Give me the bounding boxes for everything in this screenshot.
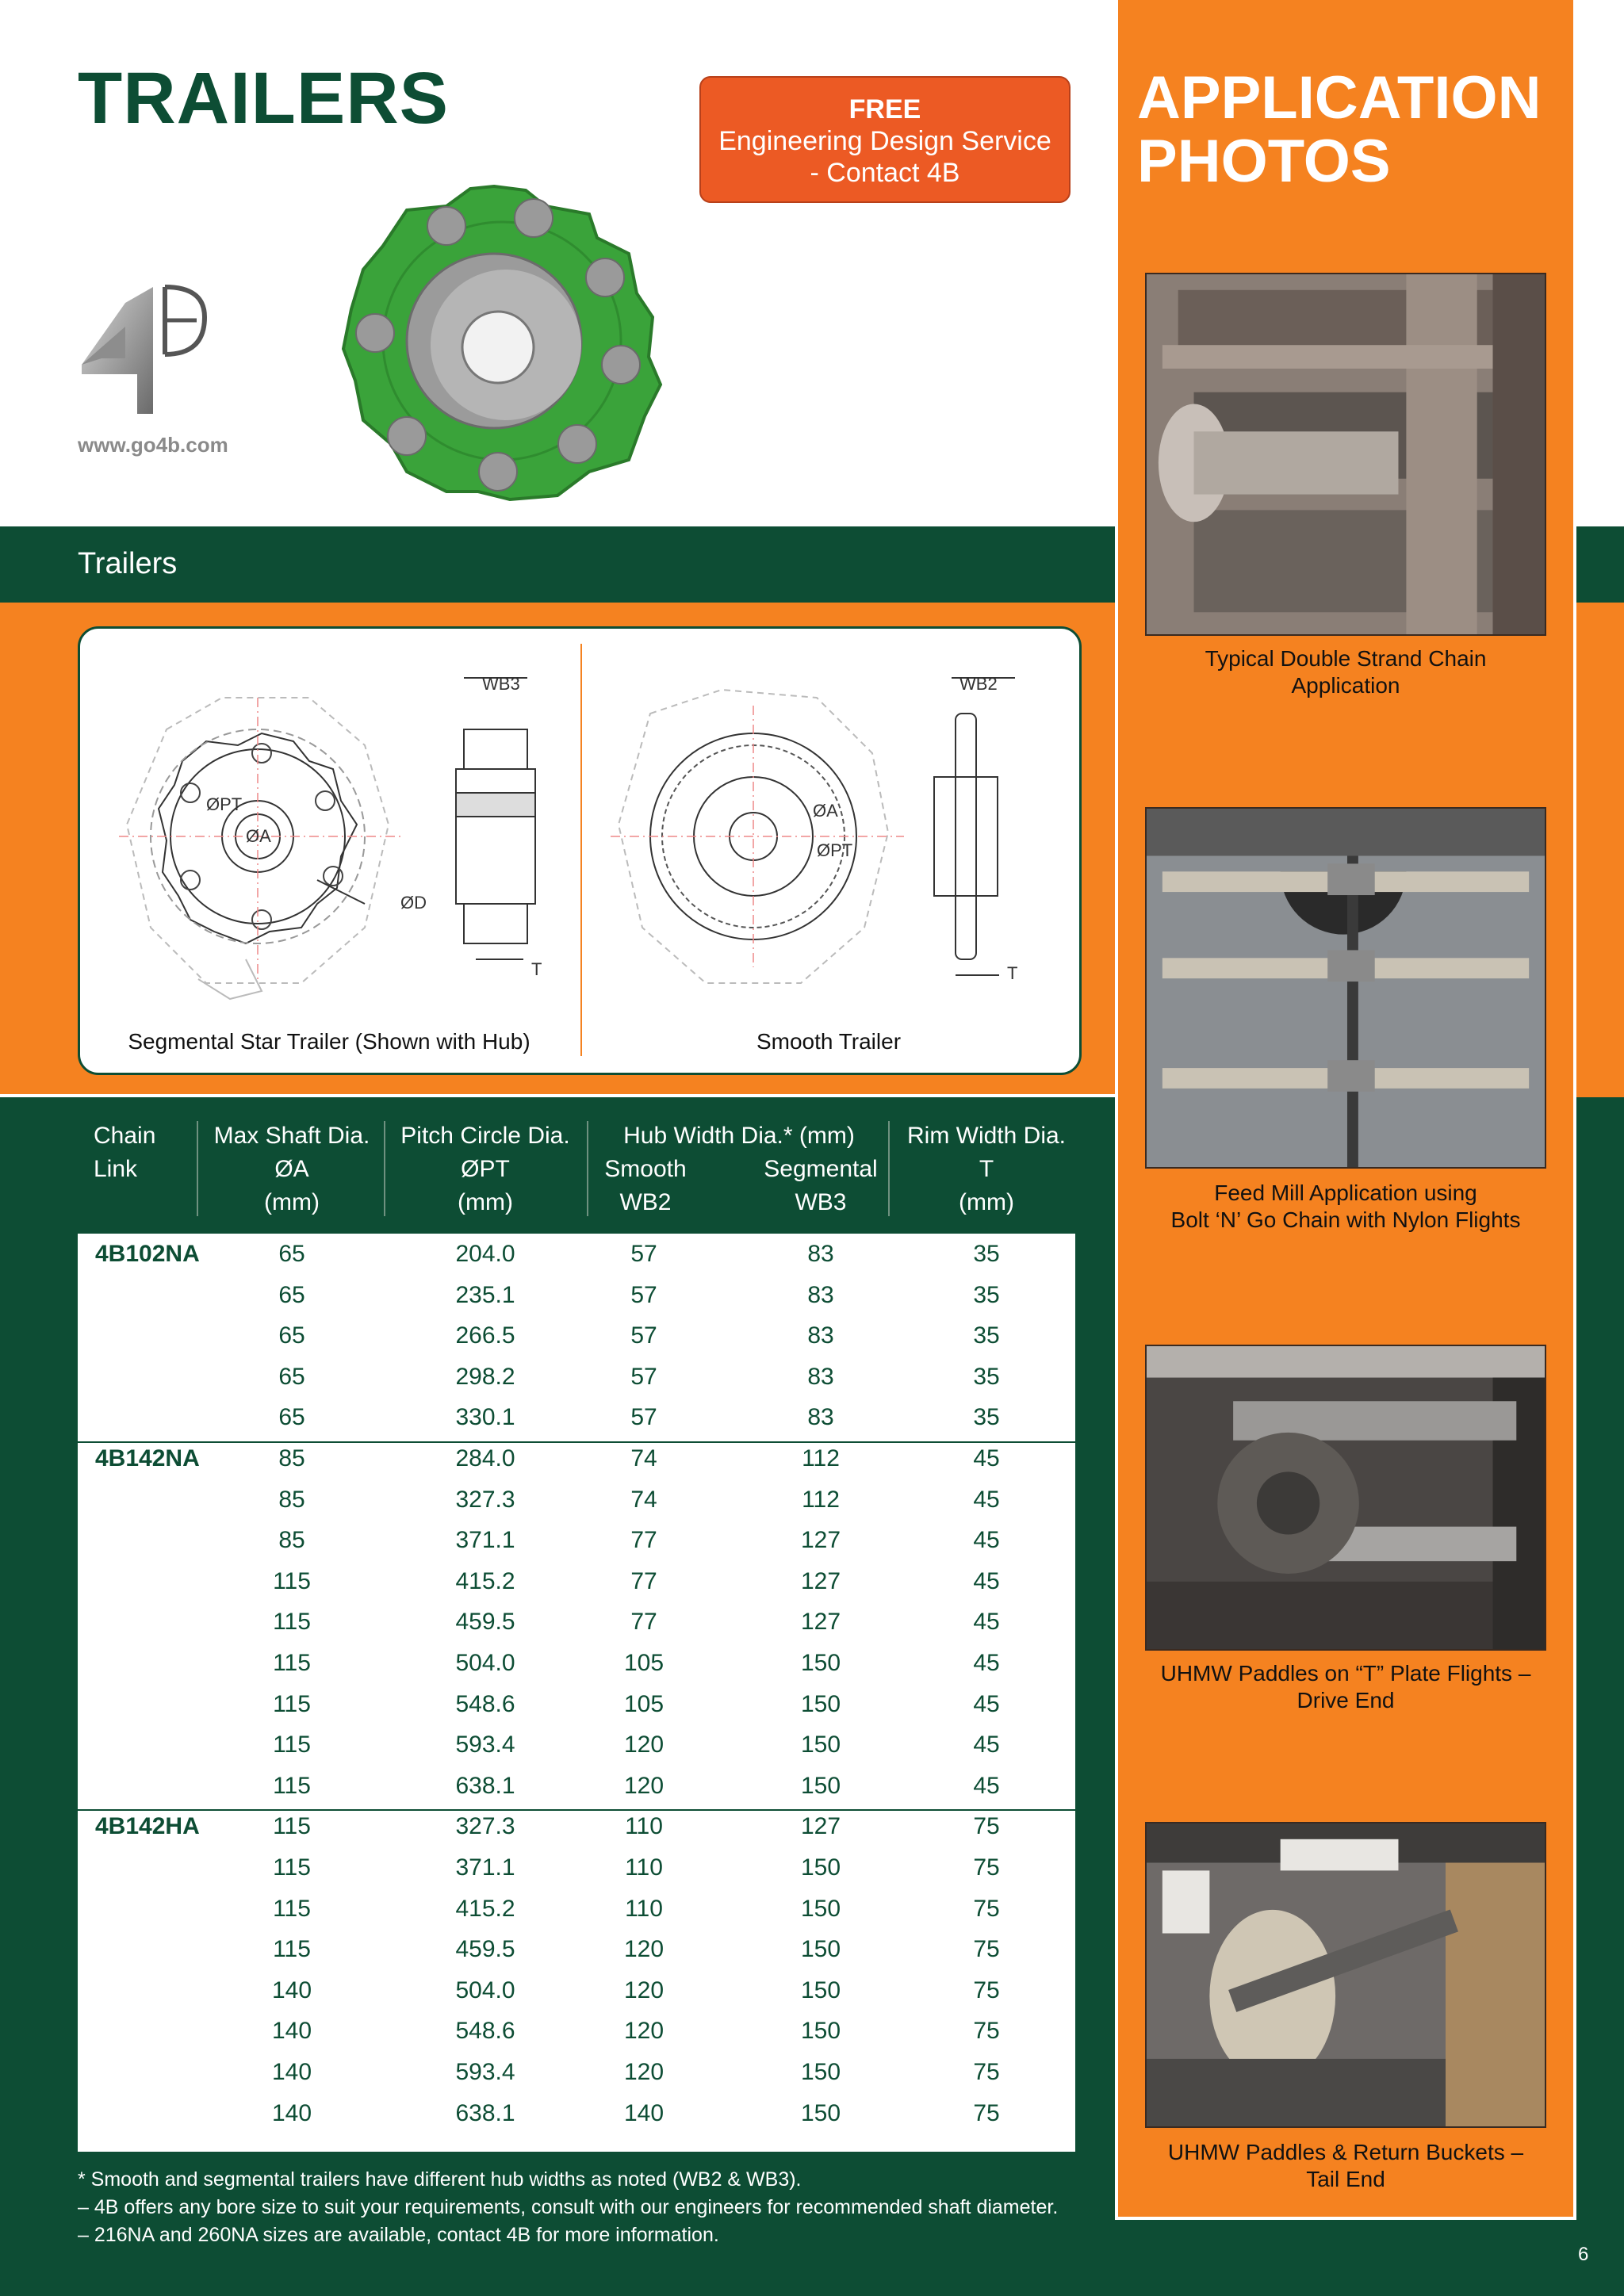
table-cell: 120 (623, 1732, 665, 1758)
table-cell: 327.3 (455, 1813, 515, 1839)
table-cell: 150 (800, 2059, 841, 2085)
table-cell: 415.2 (455, 1568, 515, 1594)
table-cell: 115 (273, 1691, 311, 1717)
table-cell: 35 (973, 1364, 1000, 1390)
segmental-sprocket-image (339, 173, 665, 506)
table-cell: 150 (800, 1977, 841, 2003)
table-cell: 115 (273, 1568, 311, 1594)
table-cell: 548.6 (455, 1691, 515, 1717)
table-cell: 85 (278, 1487, 305, 1513)
chain-link-name: 4B102NA (95, 1241, 200, 1267)
table-cell: 127 (800, 1813, 841, 1839)
label-wb2: WB2 (959, 674, 998, 694)
table-cell: 330.1 (455, 1404, 515, 1430)
table-cell: 45 (973, 1609, 1000, 1635)
table-cell: 74 (630, 1487, 657, 1513)
table-cell: 150 (800, 1936, 841, 1962)
promo-line-3: - Contact 4B (810, 158, 960, 188)
table-cell: 120 (623, 1773, 665, 1799)
table-cell: 298.2 (455, 1364, 515, 1390)
table-cell: 85 (278, 1445, 305, 1471)
table-cell: 75 (973, 1854, 1000, 1881)
table-cell: 105 (623, 1691, 665, 1717)
photo-caption-4 (1126, 2139, 1565, 2193)
promo-line-1: FREE (848, 94, 921, 124)
header-divider (197, 1121, 198, 1216)
table-cell: 115 (273, 1854, 311, 1881)
table-cell: 115 (273, 1813, 311, 1839)
label-opt-seg: ØPT (206, 794, 243, 814)
header-rim-l3: (mm) (959, 1189, 1014, 1215)
free-design-service-banner[interactable] (699, 76, 1071, 203)
label-oa-smooth: ØA (813, 801, 838, 821)
table-cell: 204.0 (455, 1241, 515, 1267)
header-divider (587, 1121, 588, 1216)
table-cell: 110 (625, 1854, 663, 1881)
header-chain-link (94, 1119, 155, 1186)
header-chain-l2: Link (94, 1156, 138, 1182)
header-divider (384, 1121, 385, 1216)
table-cell: 120 (623, 2018, 665, 2044)
table-cell: 140 (271, 2059, 312, 2085)
table-cell: 112 (802, 1487, 840, 1513)
table-cell: 115 (273, 1936, 311, 1962)
header-shaft-l3: (mm) (264, 1189, 320, 1215)
table-cell: 57 (630, 1322, 657, 1349)
table-cell: 75 (973, 1813, 1000, 1839)
table-cell: 140 (271, 2018, 312, 2044)
photo-drive-end (1145, 1345, 1546, 1651)
photo-feed-mill (1145, 807, 1546, 1169)
table-cell: 35 (973, 1404, 1000, 1430)
table-cell: 45 (973, 1650, 1000, 1676)
page-number: 6 (1578, 2244, 1589, 2265)
table-cell: 593.4 (455, 2059, 515, 2085)
table-cell: 115 (273, 1650, 311, 1676)
header-hub-segmental: Segmental (764, 1156, 878, 1182)
header-rim-l1: Rim Width Dia. (906, 1123, 1067, 1149)
table-cell: 75 (973, 1936, 1000, 1962)
header-pitch-l1: Pitch Circle Dia. (400, 1123, 570, 1149)
table-cell: 371.1 (455, 1527, 515, 1553)
photo-caption-2-line2: Bolt ‘N’ Go Chain with Nylon Flights (1170, 1207, 1521, 1232)
table-cell: 83 (807, 1322, 834, 1349)
header-shaft-l1: Max Shaft Dia. (213, 1123, 370, 1149)
table-cell: 150 (800, 1691, 841, 1717)
table-cell: 150 (800, 1896, 841, 1922)
table-cell: 235.1 (455, 1282, 515, 1308)
header-pitch-circle (387, 1119, 584, 1219)
caption-smooth: Smooth Trailer (756, 1029, 902, 1054)
table-cell: 150 (800, 1854, 841, 1881)
table-cell: 45 (973, 1691, 1000, 1717)
table-cell: 110 (625, 1896, 663, 1922)
table-cell: 150 (800, 1732, 841, 1758)
table-cell: 65 (278, 1322, 305, 1349)
photo-caption-1-line1: Typical Double Strand Chain (1205, 646, 1487, 671)
chain-link-name: 4B142NA (95, 1445, 200, 1471)
table-cell: 57 (630, 1364, 657, 1390)
promo-line-2: Engineering Design Service (718, 126, 1051, 156)
label-opt-smooth: ØPT (817, 840, 853, 860)
table-cell: 150 (800, 2100, 841, 2126)
chain-link-name: 4B142HA (95, 1813, 200, 1839)
header-max-shaft (200, 1119, 384, 1219)
photo-caption-2 (1126, 1180, 1565, 1234)
table-cell: 371.1 (455, 1854, 515, 1881)
photo-caption-4-line2: Tail End (1306, 2167, 1385, 2191)
header-pitch-l2: ØPT (461, 1156, 510, 1182)
table-cell: 638.1 (455, 1773, 515, 1799)
caption-segmental: Segmental Star Trailer (Shown with Hub) (128, 1029, 530, 1054)
table-cell: 112 (802, 1445, 840, 1471)
smooth-trailer-drawing (603, 666, 1071, 1023)
table-cell: 415.2 (455, 1896, 515, 1922)
table-cell: 327.3 (455, 1487, 515, 1513)
table-cell: 120 (623, 1936, 665, 1962)
header-hub-width: Hub Width Dia.* (mm) (623, 1123, 855, 1149)
photo-caption-3 (1126, 1660, 1565, 1714)
table-cell: 65 (278, 1241, 305, 1267)
table-cell: 75 (973, 2059, 1000, 2085)
table-cell: 35 (973, 1322, 1000, 1349)
table-cell: 459.5 (455, 1936, 515, 1962)
table-cell: 65 (278, 1282, 305, 1308)
photo-caption-3-line1: UHMW Paddles on “T” Plate Flights – (1160, 1661, 1531, 1686)
table-cell: 140 (623, 2100, 665, 2126)
table-cell: 110 (625, 1813, 663, 1839)
photo-caption-2-line1: Feed Mill Application using (1214, 1181, 1477, 1205)
table-cell: 127 (800, 1527, 841, 1553)
4b-logo (78, 279, 220, 418)
note-2: – 4B offers any bore size to suit your requirements, consult with our engineers for recommended shaft diameter. (78, 2196, 1059, 2218)
table-cell: 75 (973, 2018, 1000, 2044)
table-cell: 65 (278, 1404, 305, 1430)
table-cell: 150 (800, 1773, 841, 1799)
table-cell: 83 (807, 1404, 834, 1430)
table-cell: 127 (800, 1609, 841, 1635)
table-cell: 45 (973, 1773, 1000, 1799)
table-cell: 593.4 (455, 1732, 515, 1758)
table-cell: 75 (973, 1896, 1000, 1922)
table-cell: 140 (271, 2100, 312, 2126)
header-hub-smooth: Smooth (604, 1156, 687, 1182)
header-hub-wb2: WB2 (619, 1189, 672, 1215)
header-divider (888, 1121, 890, 1216)
note-3: – 216NA and 260NA sizes are available, contact 4B for more information. (78, 2224, 719, 2246)
website-url[interactable]: www.go4b.com (78, 433, 228, 457)
header-shaft-l2: ØA (274, 1156, 309, 1182)
table-cell: 74 (630, 1445, 657, 1471)
table-cell: 45 (973, 1527, 1000, 1553)
table-cell: 57 (630, 1282, 657, 1308)
table-cell: 504.0 (455, 1977, 515, 2003)
band-separator (0, 1094, 1116, 1097)
table-cell: 35 (973, 1241, 1000, 1267)
note-1: * Smooth and segmental trailers have different hub widths as noted (WB2 & WB3). (78, 2168, 802, 2191)
photo-tail-end (1145, 1822, 1546, 2128)
table-cell: 140 (271, 1977, 312, 2003)
table-cell: 150 (800, 1650, 841, 1676)
table-cell: 115 (273, 1773, 311, 1799)
page-title: TRAILERS (78, 58, 449, 139)
label-oa-seg: ØA (246, 826, 271, 846)
table-cell: 35 (973, 1282, 1000, 1308)
sidebar-title (1137, 64, 1542, 195)
table-cell: 120 (623, 2059, 665, 2085)
photo-caption-1 (1126, 645, 1565, 699)
header-rim-l2: T (979, 1156, 994, 1182)
table-cell: 65 (278, 1364, 305, 1390)
table-cell: 57 (630, 1404, 657, 1430)
table-cell: 85 (278, 1527, 305, 1553)
table-cell: 45 (973, 1445, 1000, 1471)
table-cell: 77 (630, 1609, 657, 1635)
table-cell: 75 (973, 1977, 1000, 2003)
photo-caption-3-line2: Drive End (1297, 1688, 1395, 1712)
header-rim-width (891, 1119, 1082, 1219)
table-cell: 45 (973, 1487, 1000, 1513)
photo-caption-1-line2: Application (1291, 673, 1400, 698)
table-cell: 548.6 (455, 2018, 515, 2044)
table-cell: 115 (273, 1896, 311, 1922)
table-cell: 45 (973, 1568, 1000, 1594)
table-cell: 83 (807, 1364, 834, 1390)
table-cell: 83 (807, 1241, 834, 1267)
table-cell: 75 (973, 2100, 1000, 2126)
diagram-divider (580, 644, 582, 1056)
table-cell: 105 (623, 1650, 665, 1676)
table-cell: 77 (630, 1527, 657, 1553)
table-cell: 115 (273, 1609, 311, 1635)
header-pitch-l3: (mm) (458, 1189, 513, 1215)
header-chain-l1: Chain (94, 1123, 156, 1149)
table-cell: 150 (800, 2018, 841, 2044)
table-cell: 115 (273, 1732, 311, 1758)
table-cell: 77 (630, 1568, 657, 1594)
table-cell: 57 (630, 1241, 657, 1267)
photo-double-strand (1145, 273, 1546, 636)
table-cell: 127 (800, 1568, 841, 1594)
label-t-seg: T (531, 959, 542, 979)
table-cell: 120 (623, 1977, 665, 2003)
table-cell: 284.0 (455, 1445, 515, 1471)
table-cell: 638.1 (455, 2100, 515, 2126)
label-od: ØD (400, 893, 427, 913)
table-cell: 45 (973, 1732, 1000, 1758)
table-cell: 504.0 (455, 1650, 515, 1676)
table-cell: 459.5 (455, 1609, 515, 1635)
section-title: Trailers (78, 547, 178, 580)
header-hub-wb3: WB3 (795, 1189, 847, 1215)
sprocket-body (343, 186, 661, 499)
label-t-smooth: T (1007, 963, 1018, 983)
label-wb3: WB3 (482, 674, 520, 694)
sidebar-title-line1: APPLICATION (1137, 64, 1542, 132)
table-cell: 266.5 (455, 1322, 515, 1349)
photo-caption-4-line1: UHMW Paddles & Return Buckets – (1167, 2140, 1524, 2164)
sidebar-title-line2: PHOTOS (1137, 128, 1391, 195)
segmental-trailer-drawing (103, 666, 571, 1023)
table-cell: 83 (807, 1282, 834, 1308)
